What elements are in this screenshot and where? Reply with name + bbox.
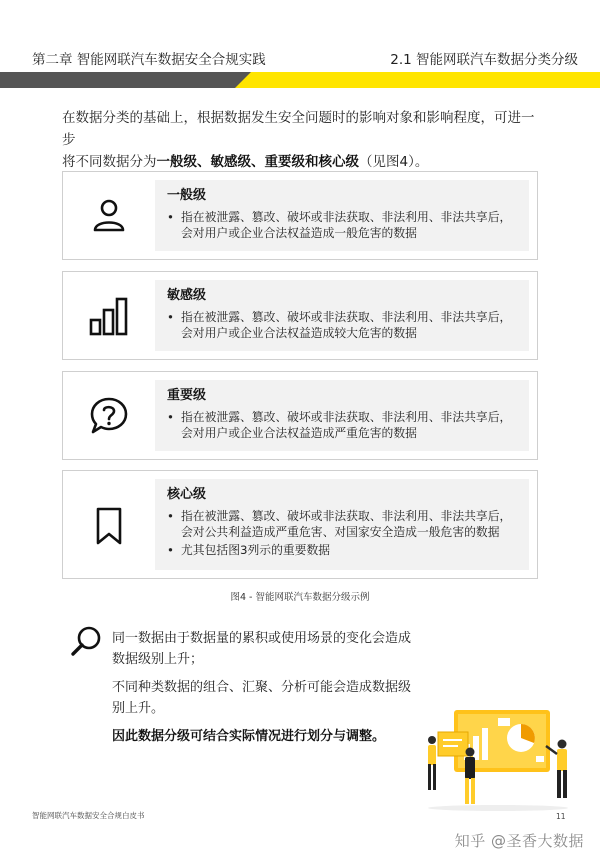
level-card-general — [62, 171, 538, 260]
header-dark-band — [0, 72, 235, 88]
card-content — [155, 180, 529, 251]
card-content — [155, 479, 529, 570]
level-core-term: 核心级 — [318, 154, 359, 170]
level-card-core — [62, 470, 538, 579]
card-bullet: • 指在被泄露、篡改、破坏或非法获取、非法利用、非法共享后，会对用户或企业合法权益造成较大危害的数据 — [167, 309, 519, 341]
magnifier-icon — [70, 624, 104, 658]
bar-chart-icon — [87, 294, 131, 338]
card-title: 重要级 — [167, 388, 207, 403]
level-card-important — [62, 371, 538, 460]
page-header — [0, 0, 600, 92]
card-bullet: • 指在被泄露、篡改、破坏或非法获取、非法利用、非法共享后，会对用户或企业合法权益造成一般危害的数据 — [167, 209, 519, 241]
intro-line2-post: （见图4）。 — [359, 154, 429, 170]
note-paragraph: 同一数据由于数据量的累积或使用场景的变化会造成数据级别上升； — [112, 631, 412, 667]
conj: 和 — [305, 154, 319, 170]
card-title: 核心级 — [167, 487, 207, 502]
note-paragraph: 不同种类数据的组合、汇聚、分析可能会造成数据级别上升。 — [112, 680, 412, 716]
page-number: 11 — [556, 812, 566, 821]
user-icon — [87, 194, 131, 238]
intro-line1: 在数据分类的基础上，根据数据发生安全问题时的影响对象和影响程度，可进一步 — [62, 110, 535, 148]
card-title: 敏感级 — [167, 288, 207, 303]
section-title: 2.1 智能网联汽车数据分类分级 — [390, 52, 578, 68]
intro-paragraph — [62, 107, 547, 173]
intro-line2-pre: 将不同数据分为 — [62, 154, 157, 170]
level-sensitive-term: 敏感级 — [210, 154, 251, 170]
level-card-sensitive — [62, 271, 538, 360]
level-general-term: 一般级 — [156, 154, 197, 170]
footer-document-title: 智能网联汽车数据安全合规白皮书 — [32, 811, 145, 820]
chapter-title: 第二章 智能网联汽车数据安全合规实践 — [32, 52, 266, 68]
sep: 、 — [197, 154, 211, 170]
notes-block — [112, 628, 412, 754]
card-content — [155, 380, 529, 451]
sep: 、 — [251, 154, 265, 170]
question-bubble-icon — [87, 394, 131, 438]
bookmark-icon — [87, 504, 131, 548]
card-bullet: • 尤其包括图3列示的重要数据 — [167, 542, 519, 558]
level-important-term: 重要级 — [264, 154, 305, 170]
card-title: 一般级 — [167, 188, 207, 203]
card-content — [155, 280, 529, 351]
data-analysis-illustration — [418, 700, 578, 812]
watermark: 知乎 @圣香大数据 — [454, 832, 584, 850]
note-conclusion: 因此数据分级可结合实际情况进行划分与调整。 — [112, 729, 386, 744]
figure-caption: 图4 - 智能网联汽车数据分级示例 — [230, 592, 370, 603]
card-bullet: • 指在被泄露、篡改、破坏或非法获取、非法利用、非法共享后，会对公共利益造成严重危害、对国家安全造成一般危害的数据 — [167, 508, 519, 540]
card-bullet: • 指在被泄露、篡改、破坏或非法获取、非法利用、非法共享后，会对用户或企业合法权益造成严重危害的数据 — [167, 409, 519, 441]
